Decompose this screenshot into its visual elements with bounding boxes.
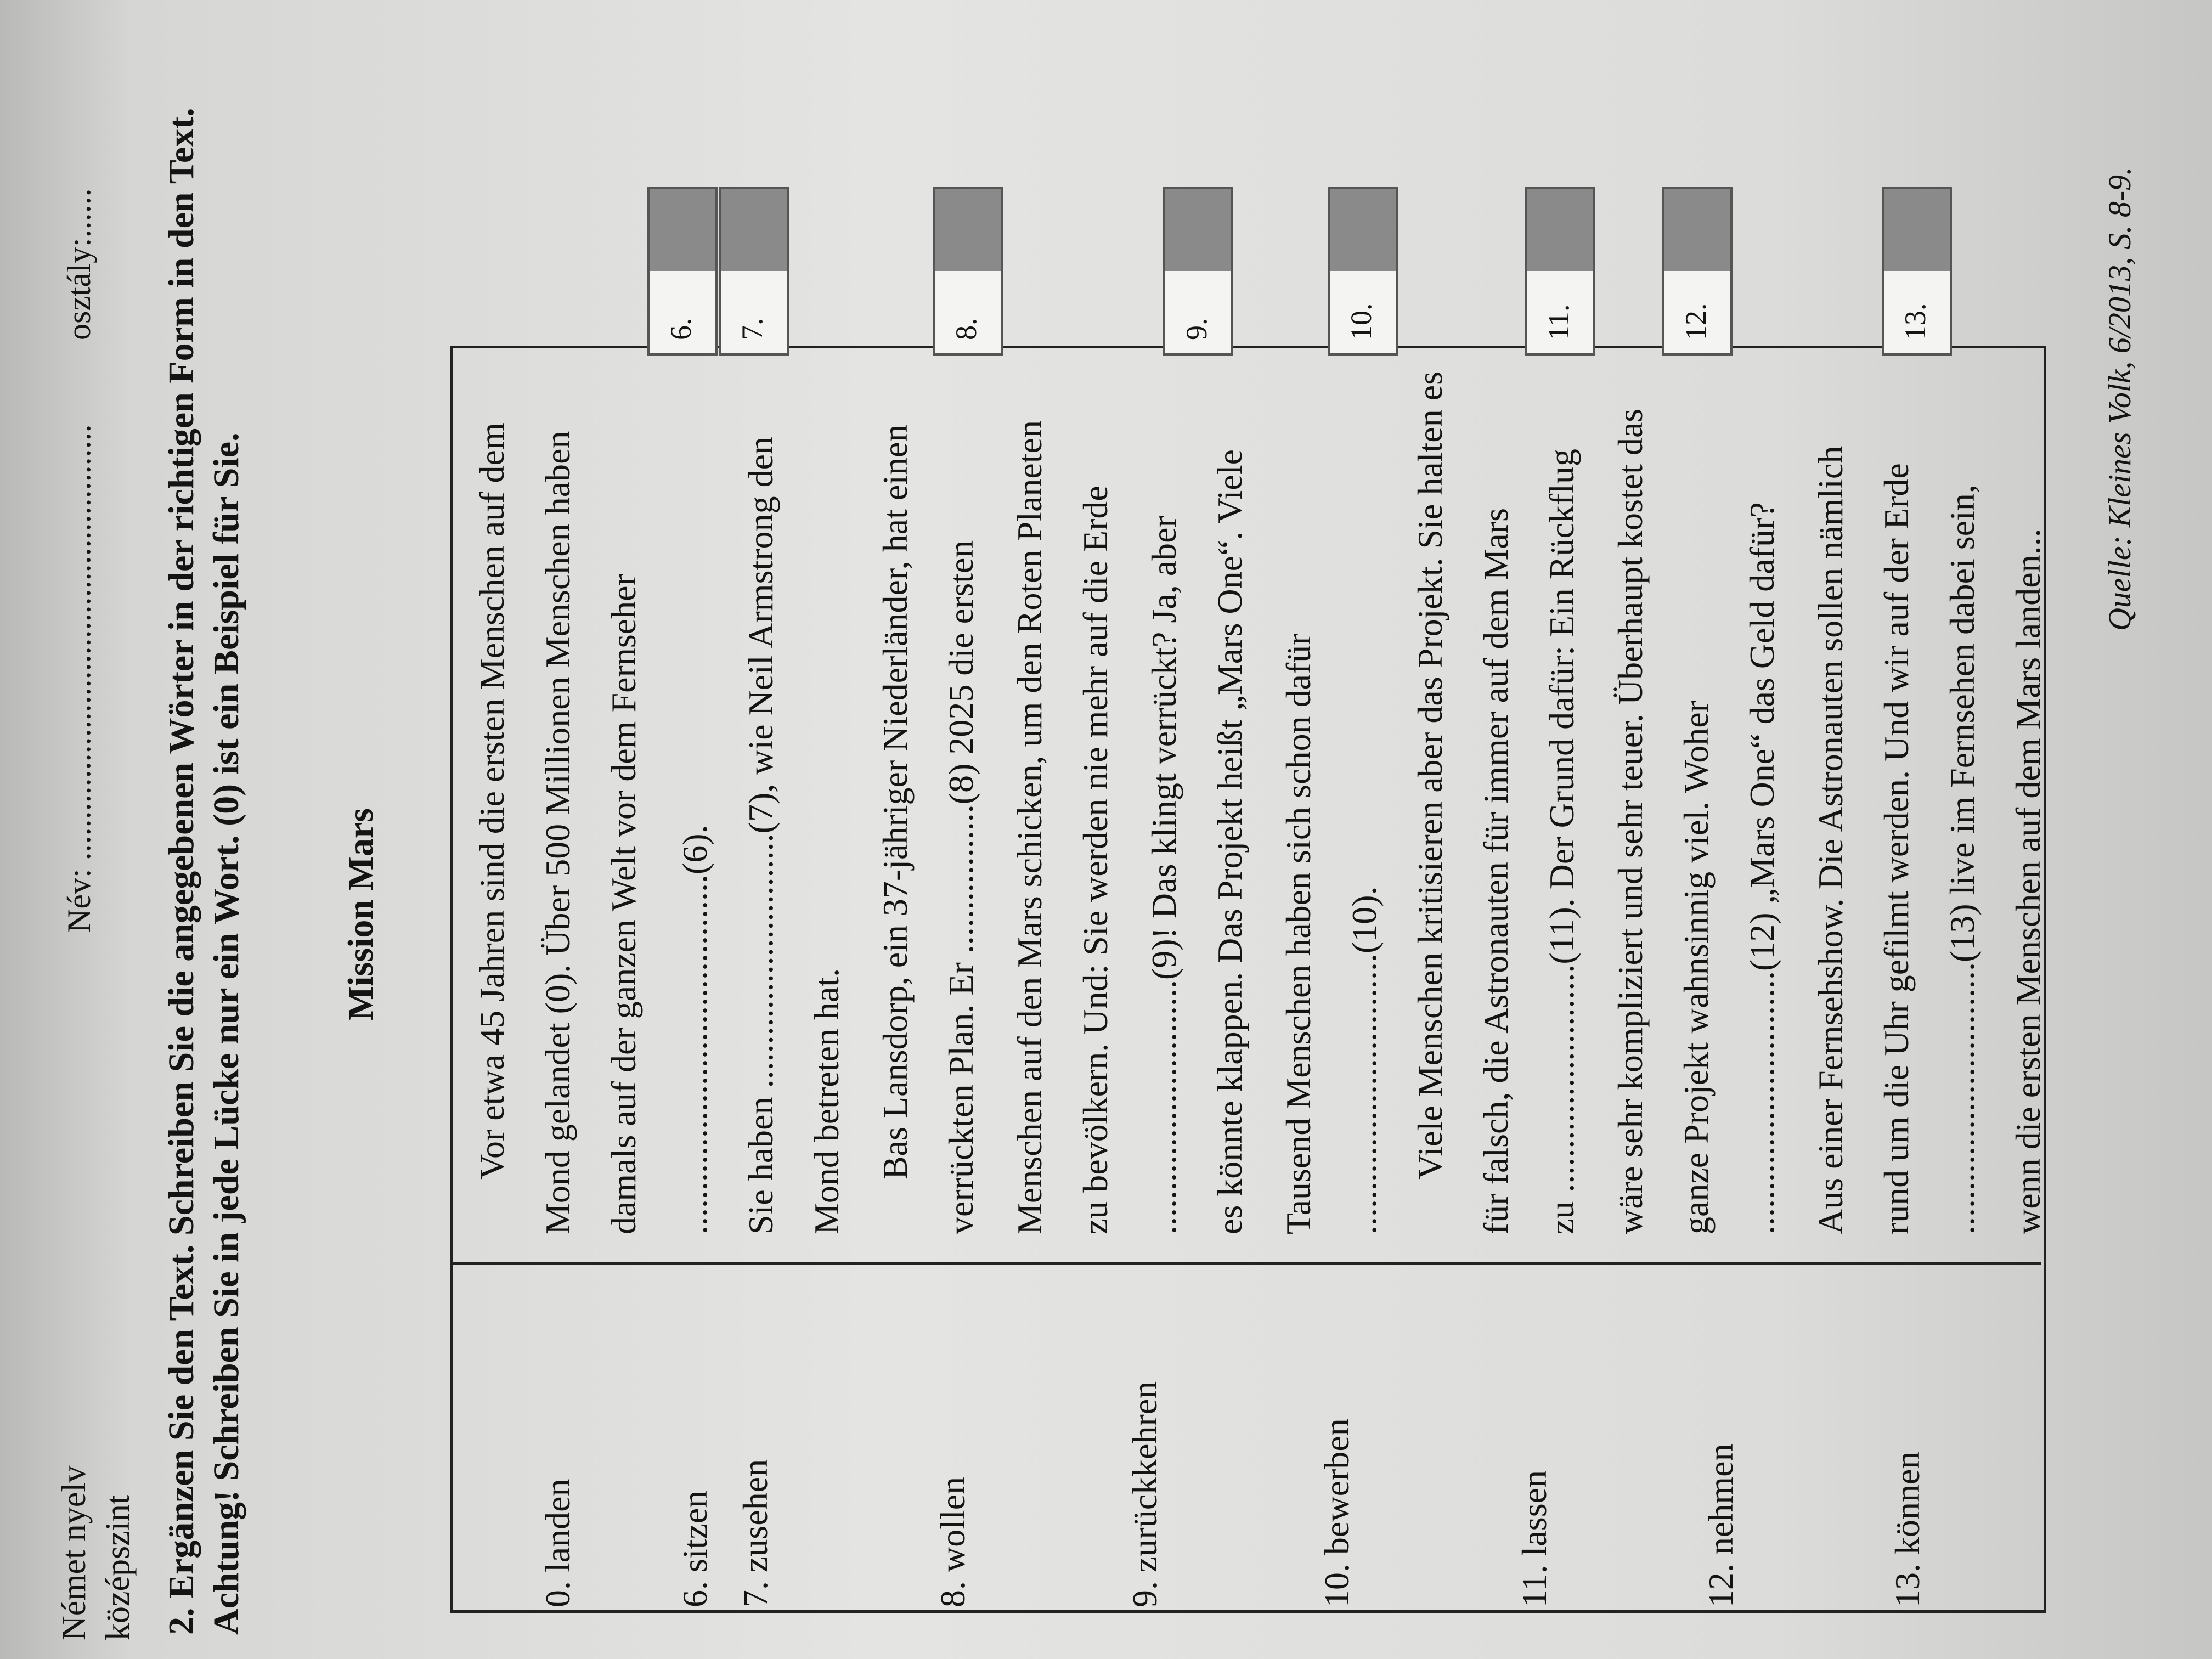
task-instruction: 2. Ergänzen Sie den Text. Schreiben Sie die angegebenen Wörter in der richtigen Form in den Text. Achtung! Schreiben Sie in jede Lücke nur ein Wort. (0) ist ein Beispiel für Sie. — [161, 108, 246, 1635]
answer-box-fill — [1884, 189, 1950, 271]
text-line: .........................................(6). — [675, 825, 714, 1234]
verb-item: 7. zusehen — [736, 1459, 775, 1607]
text-line: Tausend Menschen haben sich schon dafür — [1279, 633, 1318, 1234]
page-title: Mission Mars — [341, 808, 381, 1020]
source-citation: Quelle: Kleines Volk, 6/2013, S. 8-9. — [2102, 167, 2137, 631]
answer-box-label: 10. — [1345, 303, 1378, 340]
text-line: Viele Menschen kritisieren aber das Projekt. Sie halten es — [1410, 371, 1449, 1180]
name-field-label[interactable]: Név: ..................................................... — [61, 424, 97, 933]
table-column-divider — [450, 1262, 2041, 1265]
text-line: ganze Projekt wahnsinnig viel. Woher — [1677, 701, 1716, 1234]
text-line: für falsch, die Astronauten für immer auf dem Mars — [1476, 507, 1515, 1234]
text-line: verrückten Plan. Er .................(8) 2025 die ersten — [941, 540, 980, 1234]
answer-box-label: 11. — [1542, 304, 1575, 340]
text-line: ...............................(13) live im Fernsehen dabei sein, — [1943, 484, 1982, 1234]
text-line: Mond gelandet (0). Über 500 Millionen Menschen haben — [538, 431, 577, 1234]
text-line: Sie haben .............................(7), wie Neil Armstrong den — [741, 437, 780, 1234]
text-line: es könnte klappen. Das Projekt heißt „Mars One“. Viele — [1210, 449, 1249, 1234]
verb-item: 9. zurückkehren — [1125, 1381, 1164, 1607]
text-line: Menschen auf den Mars schicken, um den Roten Planeten — [1010, 420, 1049, 1234]
answer-box-fill — [1165, 189, 1231, 271]
verb-item: 13. können — [1888, 1451, 1927, 1607]
verb-item: 0. landen — [538, 1479, 577, 1607]
verb-item: 12. nehmen — [1701, 1443, 1740, 1607]
text-line: ................................(10). — [1345, 886, 1384, 1234]
answer-box-label: 9. — [1180, 318, 1213, 340]
text-line: Bas Lansdorp, ein 37-jähriger Niederländer, hat einen — [876, 424, 915, 1180]
text-line: Aus einer Fernsehshow. Die Astronauten sollen nämlich — [1811, 445, 1850, 1234]
verb-item: 8. wollen — [933, 1476, 972, 1607]
answer-box-fill — [721, 189, 787, 271]
answer-box-label: 8. — [950, 318, 983, 340]
answer-box-label: 6. — [664, 318, 697, 340]
class-field-label[interactable]: osztály:...... — [61, 188, 97, 340]
text-line: .............................(9)! Das klingt verrückt? Ja, aber — [1144, 516, 1183, 1234]
text-line: Vor etwa 45 Jahren sind die ersten Menschen auf dem — [472, 422, 511, 1180]
answer-box-fill — [650, 189, 715, 271]
verb-item: 10. bewerben — [1317, 1418, 1356, 1607]
text-line: zu bevölkern. Und: Sie werden nie mehr auf die Erde — [1076, 486, 1115, 1234]
text-line: zu ..........................(11). Der Grund dafür: Ein Rückflug — [1542, 449, 1581, 1234]
text-line: Mond betreten hat. — [807, 968, 846, 1234]
text-line: ..............................(12) „Mars One“ das Geld dafür? — [1742, 502, 1781, 1234]
level-label: középszint — [99, 1494, 137, 1640]
answer-box-fill — [1330, 189, 1396, 271]
text-line: rund um die Uhr gefilmt werden. Und wir auf der Erde — [1877, 463, 1916, 1234]
verb-item: 11. lassen — [1515, 1470, 1554, 1607]
answer-box-fill — [1664, 189, 1730, 271]
text-line: wenn die ersten Menschen auf dem Mars landen... — [2008, 528, 2047, 1234]
text-line: wäre sehr kompliziert und sehr teuer. Überhaupt kostet das — [1611, 408, 1650, 1234]
answer-box-label: 13. — [1899, 303, 1932, 340]
answer-box-label: 12. — [1679, 303, 1712, 340]
text-line: damals auf der ganzen Welt vor dem Fernseher — [604, 574, 643, 1234]
answer-box-fill — [1527, 189, 1593, 271]
verb-item: 6. sitzen — [675, 1490, 714, 1607]
answer-box-label: 7. — [736, 318, 769, 340]
answer-box-fill — [935, 189, 1001, 271]
subject-label: Német nyelv — [55, 1465, 93, 1640]
